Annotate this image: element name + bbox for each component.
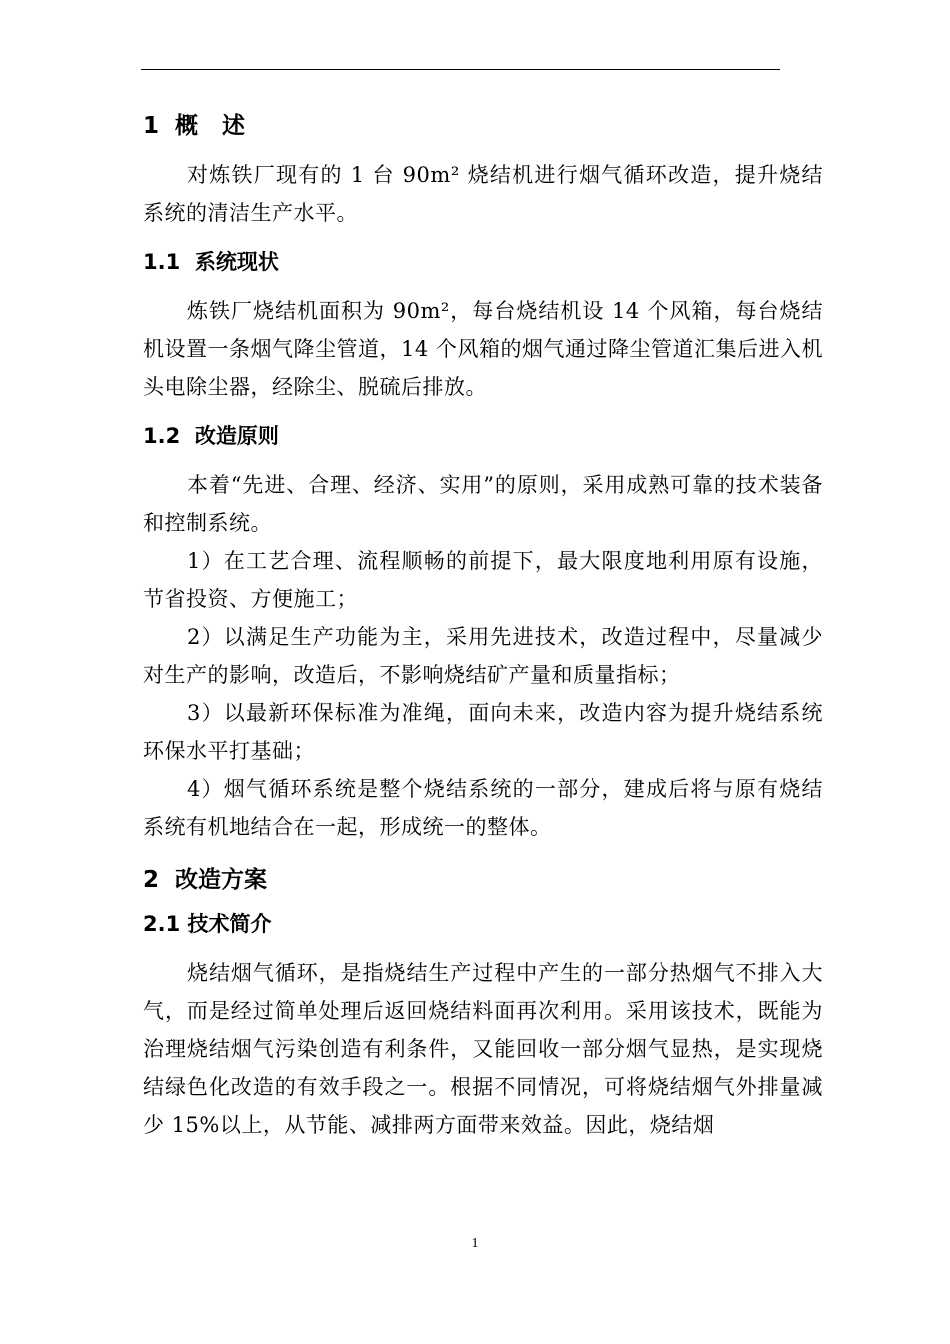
section-1-2-item-4: 4）烟气循环系统是整个烧结系统的一部分，建成后将与原有烧结系统有机地结合在一起，形成统一的整体。 xyxy=(143,777,823,839)
section-1-2-item-2: 2）以满足生产功能为主，采用先进技术，改造过程中，尽量减少对生产的影响，改造后，不影响烧结矿产量和质量指标； xyxy=(143,625,823,687)
section-1-1-heading: 1.1 系统现状 xyxy=(143,250,279,274)
section-1-2-paragraph-intro: 本着“先进、合理、经济、实用”的原则，采用成熟可靠的技术装备和控制系统。 xyxy=(143,473,823,535)
section-1-2-heading: 1.2 改造原则 xyxy=(143,424,279,448)
section-2-heading: 2 改造方案 xyxy=(143,867,268,893)
page-number: 1 xyxy=(471,1236,479,1251)
section-1-2-item-3: 3）以最新环保标准为准绳，面向未来，改造内容为提升烧结系统环保水平打基础； xyxy=(143,701,823,763)
header-rule xyxy=(141,69,780,70)
section-1-paragraph: 对炼铁厂现有的 1 台 90m² 烧结机进行烟气循环改造，提升烧结系统的清洁生产水平。 xyxy=(143,163,823,225)
document-body xyxy=(143,104,823,1144)
section-1-1-paragraph: 炼铁厂烧结机面积为 90m²，每台烧结机设 14 个风箱，每台烧结机设置一条烟气降尘管道，14 个风箱的烟气通过降尘管道汇集后进入机头电除尘器，经除尘、脱硫后排放。 xyxy=(143,299,823,399)
section-2-1-heading: 2.1 技术简介 xyxy=(143,912,272,936)
section-2-1-paragraph: 烧结烟气循环，是指烧结生产过程中产生的一部分热烟气不排入大气，而是经过简单处理后返回烧结料面再次利用。采用该技术，既能为治理烧结烟气污染创造有利条件，又能回收一部分烟气显热，是实现烧结绿色化改造的有效手段之一。根据不同情况，可将烧结烟气外排量减少 15%以上，从节能、减排两方面带来效益。因此，烧结烟 xyxy=(143,961,823,1137)
section-1-heading: 1 概 述 xyxy=(143,113,246,139)
section-1-2-item-1: 1）在工艺合理、流程顺畅的前提下，最大限度地利用原有设施，节省投资、方便施工； xyxy=(143,549,823,611)
